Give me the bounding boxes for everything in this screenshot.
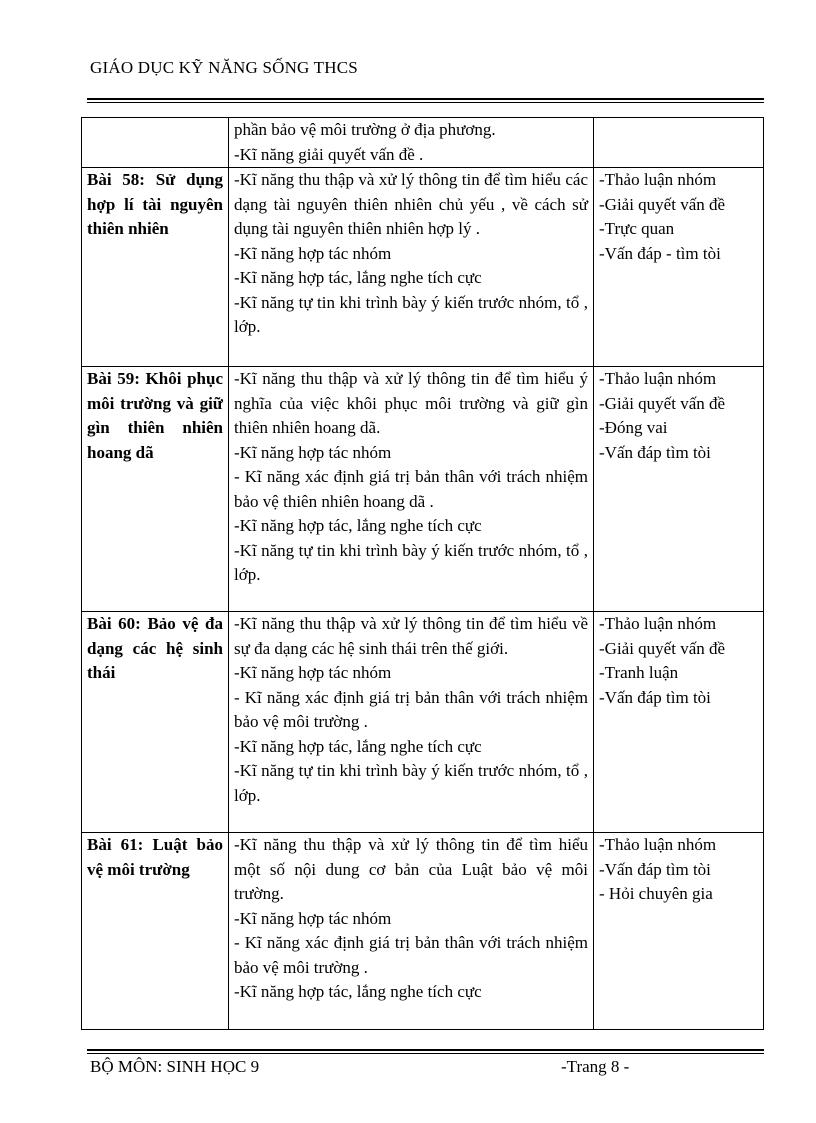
skills-table [81,117,764,1030]
skill-line: -Kĩ năng thu thập và xử lý thông tin để tìm hiểu một số nội dung cơ bản của Luật bảo vệ môi trường. [234,835,588,903]
lesson-cell: Bài 58: Sử dụng hợp lí tài nguyên thiên nhiên [82,168,229,367]
skills-cell [229,367,594,612]
method-line: -Thảo luận nhóm [599,614,717,633]
methods-cell [594,833,764,1030]
skill-line: - Kĩ năng xác định giá trị bản thân với trách nhiệm bảo vệ môi trường . [234,687,588,731]
skill-line: - Kĩ năng xác định giá trị bản thân với trách nhiệm bảo vệ môi trường . [234,933,588,977]
method-line: -Thảo luận nhóm [599,835,717,854]
footer-subject: BỘ MÔN: SINH HỌC 9 [90,1057,260,1076]
method-line: -Vấn đáp tìm tòi [599,687,711,707]
skill-line: -Kĩ năng hợp tác nhóm [234,243,392,263]
method-line: -Đóng vai [599,418,668,437]
table-row [82,367,764,612]
method-line: -Trực quan [599,219,675,238]
skills-cell [229,612,594,833]
skill-line: -Kĩ năng thu thập và xử lý thông tin để tìm hiểu ý nghĩa của việc khôi phục môi trường và giữ gìn thiên nhiên hoang dã. [234,369,588,437]
method-line: -Vấn đáp tìm tòi [599,859,711,879]
skill-line: -Kĩ năng tự tin khi trình bày ý kiến trước nhóm, tổ , lớp. [234,540,588,584]
header-rule-thick [87,98,764,100]
method-line: -Vấn đáp - tìm tòi [599,243,721,263]
table-row [82,168,764,367]
methods-cell [594,367,764,612]
method-line: -Thảo luận nhóm [599,170,717,189]
footer-rule-thick [87,1049,764,1051]
skill-line: -Kĩ năng hợp tác, lắng nghe tích cực [234,516,482,535]
skill-line: -Kĩ năng hợp tác, lắng nghe tích cực [234,982,482,1001]
skills-cell [229,833,594,1030]
skill-line: -Kĩ năng tự tin khi trình bày ý kiến trước nhóm, tổ , lớp. [234,292,588,336]
skill-line: -Kĩ năng hợp tác, lắng nghe tích cực [234,736,482,756]
skill-line: -Kĩ năng tự tin khi trình bày ý kiến trước nhóm, tổ , lớp. [234,761,588,805]
skill-line: phần bảo vệ môi trường ở địa phương. [234,120,496,139]
page-header-title: GIÁO DỤC KỸ NĂNG SỐNG THCS [90,58,358,77]
table-row [82,833,764,1030]
skill-line: -Kĩ năng hợp tác, lắng nghe tích cực [234,268,482,287]
skill-line: -Kĩ năng hợp tác nhóm [234,442,392,462]
lesson-cell [82,118,229,168]
method-line: -Tranh luận [599,663,679,682]
method-line: -Giải quyết vấn đề [599,393,726,413]
method-line: -Giải quyết vấn đề [599,194,726,214]
methods-cell [594,168,764,367]
method-line: -Vấn đáp tìm tòi [599,442,711,462]
lesson-cell: Bài 59: Khôi phục môi trường và giữ gìn thiên nhiên hoang dã [82,367,229,612]
lesson-cell: Bài 61: Luật bảo vệ môi trường [82,833,229,1030]
skill-line: -Kĩ năng thu thập và xử lý thông tin để tìm hiểu các dạng tài nguyên thiên nhiên chủ yếu , về cách sử dụng tài nguyên thiên nhiên hợp lý . [234,170,588,238]
skill-line: -Kĩ năng hợp tác nhóm [234,663,392,682]
method-line: -Giải quyết vấn đề [599,638,726,658]
skills-cell [229,168,594,367]
skills-cell [229,118,594,168]
footer-page-number: -Trang 8 - [561,1057,630,1076]
header-rule-thin [87,102,764,103]
method-line: -Thảo luận nhóm [599,369,717,388]
skill-line: - Kĩ năng xác định giá trị bản thân với trách nhiệm bảo vệ thiên nhiên hoang dã . [234,467,588,511]
skill-line: -Kĩ năng thu thập và xử lý thông tin để tìm hiểu về sự đa dạng các hệ sinh thái trên thế giới. [234,614,588,658]
methods-cell [594,118,764,168]
lesson-cell: Bài 60: Bảo vệ đa dạng các hệ sinh thái [82,612,229,833]
table-row [82,612,764,833]
footer-rule-thin [87,1053,764,1054]
table-row [82,118,764,168]
method-line: - Hỏi chuyên gia [599,884,713,903]
skill-line: -Kĩ năng giải quyết vấn đề . [234,144,424,164]
methods-cell [594,612,764,833]
skill-line: -Kĩ năng hợp tác nhóm [234,908,392,928]
